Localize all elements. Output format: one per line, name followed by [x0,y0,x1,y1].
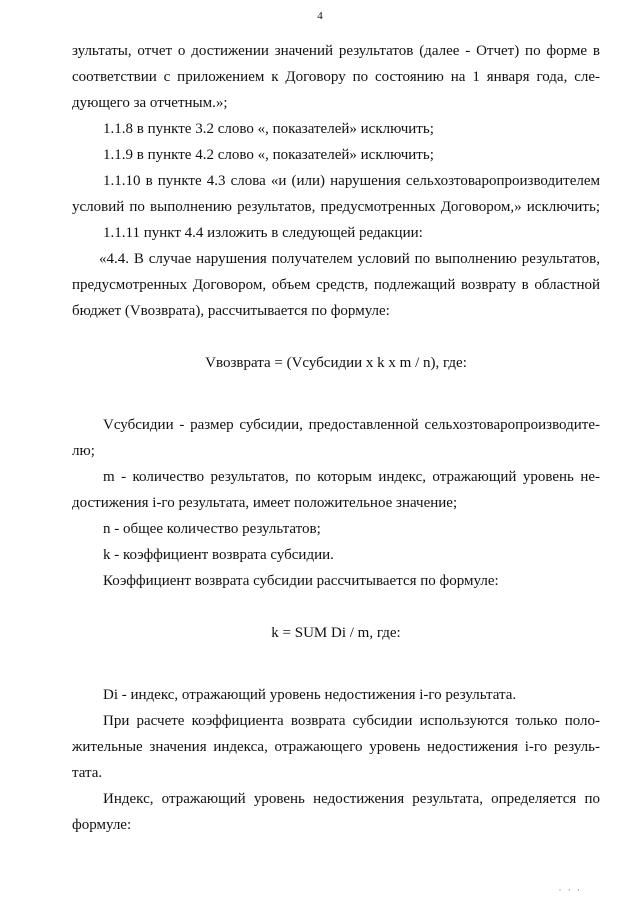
text-line: предусмотренных Договором, объем средств, подлежащий возврату в областной [72,277,600,293]
text-line: «4.4. В случае нарушения получателем условий по выполнению результатов, [99,251,600,267]
text-line: формуле: [72,817,132,833]
page-number: 4 [317,10,323,22]
text-line: 1.1.8 в пункте 3.2 слово «, показателей» исключить; [103,121,434,137]
text-line: 1.1.9 в пункте 4.2 слово «, показателей» исключить; [103,147,434,163]
text-line: m - количество результатов, по которым индекс, отражающий уровень не- [103,469,600,485]
text-line: 1.1.11 пункт 4.4 изложить в следующей редакции: [103,225,423,241]
text-line: бюджет (Vвозврата), рассчитывается по формуле: [72,303,390,319]
text-line: При расчете коэффициента возврата субсидии используются только поло- [103,713,600,729]
text-line: 1.1.10 в пункте 4.3 слова «и (или) нарушения сельхозтоваропроизводителем [103,173,600,189]
text-line: лю; [72,443,95,459]
formula-return-coefficient: k = SUM Di / m, где: [271,625,401,641]
text-line: Коэффициент возврата субсидии рассчитывается по формуле: [103,573,499,589]
text-line: Индекс, отражающий уровень недостижения результата, определяется по [103,791,600,807]
text-line: соответствии с приложением к Договору по состоянию на 1 января года, сле- [72,69,600,85]
formula-return-volume: Vвозврата = (Vсубсидии x k x m / n), где: [205,355,467,371]
text-line: тата. [72,765,103,781]
text-line: дующего за отчетным.»; [72,95,228,111]
text-line: зультаты, отчет о достижении значений результатов (далее - Отчет) по форме в [72,43,600,59]
text-line: жительные значения индекса, отражающего уровень недостижения i-го резуль- [72,739,600,755]
text-line: n - общее количество результатов; [103,521,321,537]
text-line: k - коэффициент возврата субсидии. [103,547,334,563]
scan-corner-mark: · · · [558,885,582,895]
text-line: достижения i-го результата, имеет положительное значение; [72,495,458,511]
text-line: Vсубсидии - размер субсидии, предоставленной сельхозтоваропроизводите- [103,417,600,433]
document-body [72,38,600,838]
text-line: условий по выполнению результатов, предусмотренных Договором,» исключить; [72,199,600,215]
text-line: Di - индекс, отражающий уровень недостижения i-го результата. [103,687,517,703]
